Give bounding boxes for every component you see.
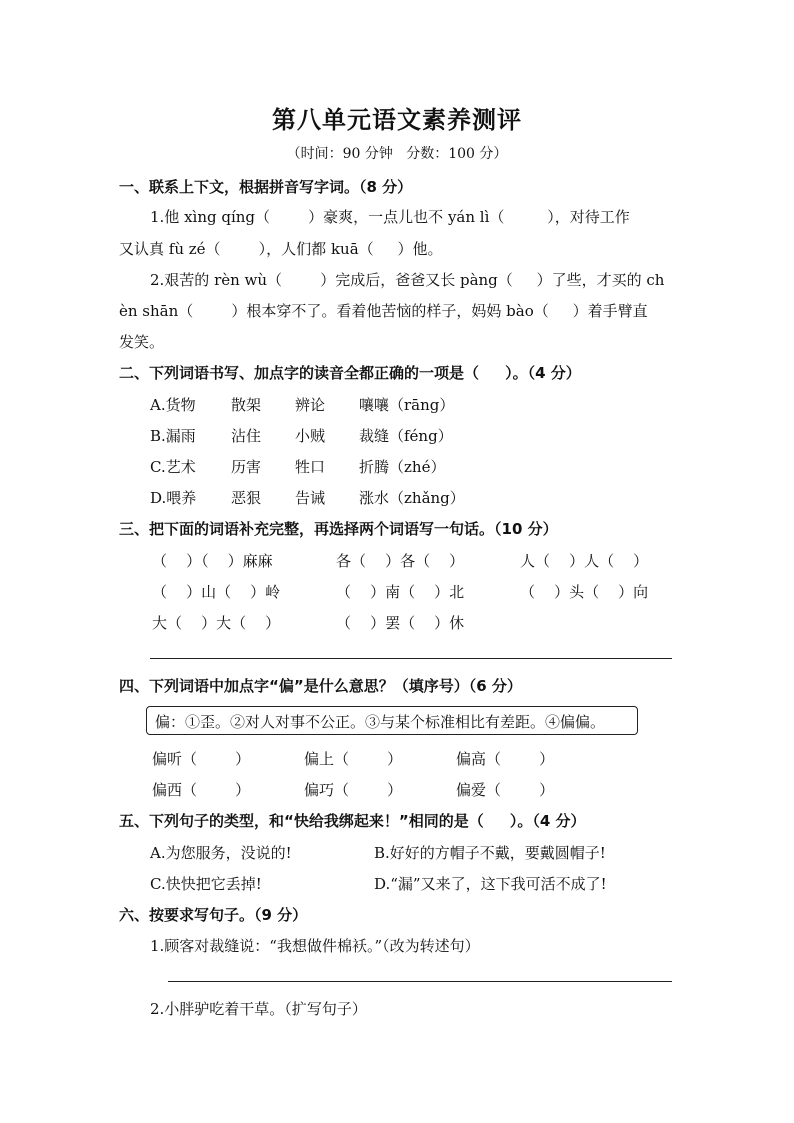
answer-line [150, 658, 672, 659]
option-d-col2: 恶狠 [231, 489, 262, 507]
idiom-blank: 人（ ）人（ ） [520, 552, 649, 570]
page-subtitle: （时间：90 分钟 分数：100 分） [286, 146, 508, 162]
option-b-col1: B.漏雨 [150, 427, 196, 445]
definition-box [146, 706, 638, 735]
idiom-blank: （ ）南（ ）北 [336, 583, 465, 601]
section-6-heading: 六、按要求写句子。（9 分） [119, 906, 308, 924]
option-d-col4: 涨水（zhǎng） [359, 489, 465, 507]
word-blank: 偏西（ ） [152, 781, 251, 799]
section-1-line: èn shān（ ）根本穿不了。看着他苦恼的样子，妈妈 bào（ ）着手臂直 [119, 302, 648, 320]
question-1: 1.顾客对裁缝说：“我想做件棉袄。”（改为转述句） [150, 937, 480, 955]
section-1-line: 发笑。 [119, 333, 165, 351]
choice-b: B.好好的方帽子不戴，要戴圆帽子! [374, 844, 606, 862]
definition-text: 偏：①歪。②对人对事不公正。③与某个标准相比有差距。④偏偏。 [155, 713, 606, 731]
word-blank: 偏听（ ） [152, 750, 251, 768]
option-d-col1: D.喂养 [150, 489, 197, 507]
section-1-line: 1.他 xìng qíng（ ）豪爽，一点儿也不 yán lì（ ），对待工作 [150, 208, 630, 226]
question-2: 2.小胖驴吃着干草。（扩写句子） [150, 1000, 367, 1018]
word-blank: 偏爱（ ） [456, 781, 555, 799]
word-blank: 偏巧（ ） [304, 781, 403, 799]
answer-line [168, 981, 672, 982]
option-b-col4: 裁缝（féng） [359, 427, 453, 445]
section-1-line: 2.艰苦的 rèn wù（ ）完成后，爸爸又长 pàng（ ）了些，才买的 ch [150, 271, 665, 289]
option-c-col4: 折腾（zhé） [359, 458, 446, 476]
choice-c: C.快快把它丢掉! [150, 875, 262, 893]
option-b-col3: 小贼 [295, 427, 326, 445]
section-1-heading: 一、联系上下文，根据拼音写字词。（8 分） [119, 178, 413, 196]
idiom-blank: （ ）头（ ）向 [520, 583, 649, 601]
idiom-blank: （ ）罢（ ）休 [336, 614, 465, 632]
section-2-heading: 二、下列词语书写、加点字的读音全都正确的一项是（ ）。（4 分） [119, 364, 581, 382]
option-a-col2: 散架 [231, 396, 262, 414]
idiom-blank: 各（ ）各（ ） [336, 552, 465, 570]
option-d-col3: 告诫 [295, 489, 326, 507]
section-4-heading: 四、下列词语中加点字“偏”是什么意思？（填序号）（6 分） [119, 677, 522, 695]
option-c-col2: 历害 [231, 458, 262, 476]
section-1-line: 又认真 fù zé（ ），人们都 kuā（ ）他。 [119, 240, 443, 258]
choice-d: D.“漏”又来了，这下我可活不成了! [374, 875, 607, 893]
word-blank: 偏高（ ） [456, 750, 555, 768]
option-a-col3: 辨论 [295, 396, 326, 414]
idiom-blank: 大（ ）大（ ） [152, 614, 281, 632]
page-title: 第八单元语文素养测评 [272, 106, 522, 134]
word-blank: 偏上（ ） [304, 750, 403, 768]
section-3-heading: 三、把下面的词语补充完整，再选择两个词语写一句话。（10 分） [119, 520, 558, 538]
option-c-col3: 牲口 [295, 458, 326, 476]
option-a-col1: A.货物 [150, 396, 196, 414]
idiom-blank: （ ）山（ ）岭 [152, 583, 281, 601]
option-b-col2: 沾住 [231, 427, 262, 445]
idiom-blank: （ ）（ ）麻麻 [152, 552, 273, 570]
section-5-heading: 五、下列句子的类型，和“快给我绑起来！”相同的是（ ）。（4 分） [119, 812, 586, 830]
choice-a: A.为您服务，没说的! [150, 844, 292, 862]
option-c-col1: C.艺术 [150, 458, 196, 476]
option-a-col4: 嚷嚷（rāng） [359, 396, 455, 414]
